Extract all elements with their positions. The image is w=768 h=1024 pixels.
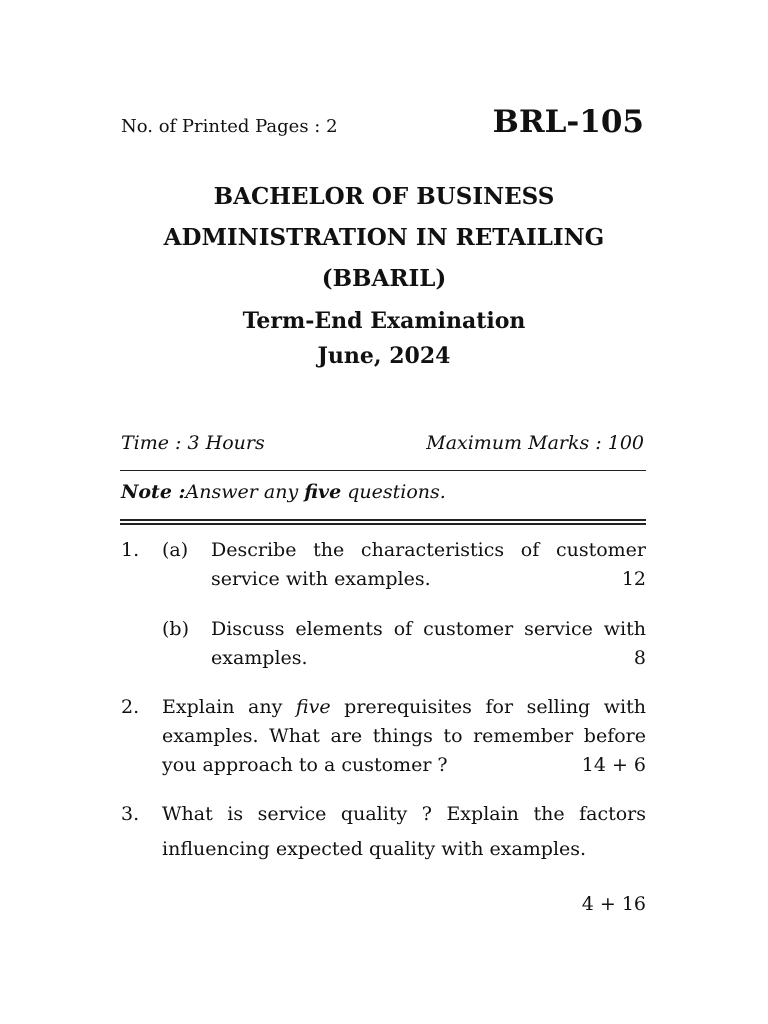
note-emphasis: five — [304, 481, 342, 503]
time-allowed: Time : 3 Hours — [121, 432, 265, 454]
note-text-end: questions. — [341, 481, 446, 503]
question-2-number: 2. — [121, 696, 140, 718]
question-3-text-line-1: What is service quality ? Explain the factors — [162, 803, 646, 825]
question-3-number: 3. — [121, 803, 140, 825]
exam-heading — [0, 304, 768, 374]
note-label: Note : — [121, 481, 186, 503]
question-1b-text-1: Discuss elements of customer service with — [211, 618, 646, 640]
programme-title-line-2: ADMINISTRATION IN RETAILING — [163, 224, 605, 251]
question-1b-label: (b) — [162, 618, 189, 640]
question-2-emphasis: five — [295, 696, 331, 718]
programme-title — [0, 176, 768, 299]
question-1a-marks: 12 — [621, 568, 646, 590]
question-3-text-line-2: influencing expected quality with examples. — [162, 838, 587, 860]
question-2-text-line-1 — [162, 693, 646, 722]
question-1a-text-line-1 — [211, 536, 646, 565]
programme-title-line-3: (BBARIL) — [321, 265, 447, 292]
course-code: BRL-105 — [492, 104, 644, 140]
question-1b-text-line-1 — [211, 615, 646, 644]
question-2-text-1a: Explain any — [162, 696, 296, 718]
exam-session: June, 2024 — [317, 343, 451, 369]
question-1b-text-line-2: examples. — [211, 647, 308, 669]
question-2-text-line-3: you approach to a customer ? — [162, 754, 448, 776]
instructions-note — [121, 481, 446, 503]
question-1-number: 1. — [121, 539, 140, 561]
divider-rule — [120, 470, 646, 471]
printed-pages-count: No. of Printed Pages : 2 — [121, 116, 338, 137]
question-1a-label: (a) — [162, 539, 189, 561]
exam-name: Term-End Examination — [242, 308, 526, 334]
maximum-marks: Maximum Marks : 100 — [426, 432, 644, 454]
question-2-text-1b: prerequisites for selling with — [330, 696, 647, 718]
question-1a-text-1: Describe the characteristics of customer — [211, 539, 646, 561]
note-text-start: Answer any — [185, 481, 305, 503]
question-2-text-line-2: examples. What are things to remember before — [162, 725, 646, 747]
programme-title-line-1: BACHELOR OF BUSINESS — [213, 183, 555, 210]
double-rule-top — [120, 519, 646, 521]
question-2-marks: 14 + 6 — [581, 754, 646, 776]
question-1a-text-line-2: service with examples. — [211, 568, 431, 590]
double-rule-bottom — [120, 523, 646, 525]
question-1b-marks: 8 — [633, 647, 646, 669]
question-3-marks: 4 + 16 — [581, 893, 646, 915]
